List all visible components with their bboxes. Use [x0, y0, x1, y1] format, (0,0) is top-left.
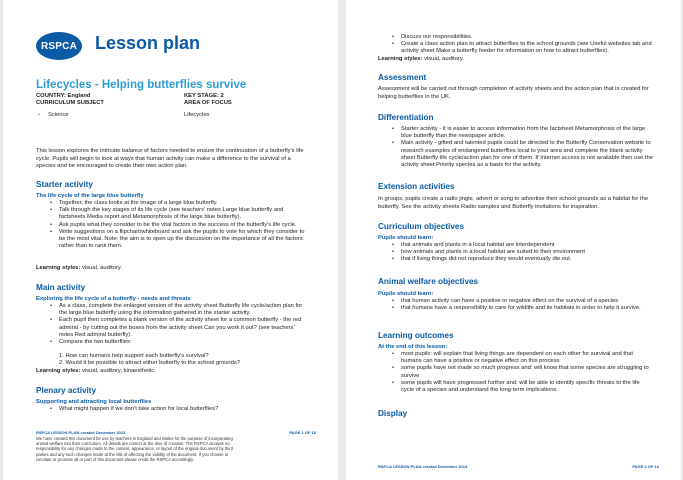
plenary-heading: Plenary activity	[36, 386, 97, 395]
list-item: • Ask pupils what they consider to be the vital factors in the success of the butterfly's life cycle.	[49, 222, 307, 229]
assessment-heading: Assessment	[378, 73, 427, 82]
curriculum-subheading: Pupils should learn:	[378, 235, 434, 241]
list-item: • Discuss our responsibilities.	[391, 34, 653, 41]
footer-page-number: PAGE 1 OF 16	[289, 430, 316, 435]
list-item: • some pupils will have progressed further and: will be able to identify specific threats to the life cycle of a species and understand the long-term implications.	[391, 380, 653, 394]
outcomes-heading: Learning outcomes	[378, 331, 454, 340]
list-item: • how animals and plants in a local habitat are suited to their environment	[391, 249, 653, 256]
area-of-focus-label: AREA OF FOCUS	[184, 100, 232, 106]
starter-learning-styles: Learning styles: visual, auditory.	[36, 265, 122, 271]
list-item: • Main activity - gifted and talented pupils could be directed to the Butterfly Conservation website to research examples of endangered butterflies local to your area and complete the blank activity sheet Butterfly life cycle/action plan for one of them. If Internet access is not available then use the activity sheet Priority species as a basis for the activity.	[391, 140, 653, 169]
welfare-subheading: Pupils should learn:	[378, 291, 434, 297]
starter-subheading: The life cycle of the large blue butterfly	[36, 193, 144, 199]
list-item: • that animals and plants in a local habitat are interdependent	[391, 242, 653, 249]
list-item: • Write suggestions on a flipchart/whiteboard and ask the pupils to vote for which they consider to be the most vital. Note: the aim is to open up the discussion on the importance of all the factors rather than to rank them.	[49, 229, 307, 251]
curriculum-subject-label: CURRICULUM SUBJECT	[36, 100, 104, 106]
list-item: • that human activity can have a positive or negative effect on the survival of a species	[391, 298, 653, 305]
list-item: • some pupils have not made so much progress and: will know that some species are struggling to survive	[391, 365, 653, 379]
plenary-learning-styles: Learning styles: visual, auditory.	[378, 56, 464, 62]
starter-heading: Starter activity	[36, 180, 93, 189]
list-item: • Talk through the key stages of its life cycle (see teachers' notes Large blue butterfly and factsheets Media report and Metamorphosis of the large blue butterfly).	[49, 207, 307, 221]
welfare-list	[391, 298, 653, 312]
outcomes-subheading: At the end of this lesson:	[378, 344, 448, 350]
logo-text: RSPCA	[40, 40, 77, 52]
list-item: • Together, the class looks at the image of a large blue butterfly.	[49, 200, 307, 207]
footer-left: RSPCA LESSON PLAN created December 2013	[36, 430, 126, 435]
disclaimer-footnote: We have created this document for use by teachers in England and Wales for the purpose of incorporating animal welfare into their curriculum. All details are correct at the time of creation. The RSPCA accepts no responsibility for any changes made to the content, appearance, or layout of the original document by third parties and any such changes made at the risk of affecting the validity of the document. If you choose to circulate or promote all or part of this document please credit the RSPCA accordingly.	[36, 436, 233, 462]
key-stage-label: KEY STAGE: 2	[184, 93, 224, 99]
main-numbered-list	[49, 353, 307, 367]
page-1	[3, 0, 338, 480]
list-item: • Each pupil then completes a blank version of the activity sheet for a common butterfly - the red admiral - by cutting out the boxes from the activity sheet Can you work it out? (see teachers' notes Red admiral butterfly).	[49, 317, 307, 339]
subject-value: • Science	[48, 112, 69, 120]
curriculum-list	[391, 242, 653, 264]
welfare-heading: Animal welfare objectives	[378, 277, 479, 286]
curriculum-heading: Curriculum objectives	[378, 222, 464, 231]
outcomes-list	[391, 351, 653, 394]
extension-heading: Extension activities	[378, 182, 455, 191]
main-heading: Main activity	[36, 283, 86, 292]
intro-paragraph: This lesson explores the intricate balance of factors needed to ensure the continuation of a butterfly's life cycle. Pupils will begin to look at ways that human activity can make a difference to the survival of a species and be encouraged to create their own action plan.	[36, 148, 304, 170]
starter-list	[49, 200, 307, 250]
rspca-logo	[36, 32, 82, 60]
differentiation-list	[391, 126, 653, 169]
main-learning-styles: Learning styles: visual, auditory, kinaesthetic.	[36, 368, 156, 374]
page-2	[346, 0, 681, 480]
plenary-subheading: Supporting and attracting local butterflies	[36, 399, 152, 405]
list-item: • Starter activity - it is easier to access information from the factsheet Metamorphosis of the large blue butterfly than the newspaper article.	[391, 126, 653, 140]
list-item: • What might happen if we don't take action for local butterflies?	[49, 406, 307, 413]
footer-left: RSPCA LESSON PLAN created December 2013	[378, 464, 468, 469]
focus-value: Lifecycles	[184, 112, 210, 118]
list-item: • that if living things did not reproduce they would eventually die out.	[391, 256, 653, 263]
differentiation-heading: Differentiation	[378, 113, 434, 122]
main-subheading: Exploring the life cycle of a butterfly - needs and threats	[36, 296, 191, 302]
list-item: 2. Would it be possible to attract either butterfly to the school grounds?	[59, 360, 240, 367]
list-item: • that humans have a responsibility to care for wildlife and its habitats in order to help it survive.	[391, 305, 653, 312]
main-list	[49, 303, 307, 346]
country-label: COUNTRY: England	[36, 93, 91, 99]
assessment-text: Assessment will be carried out through completion of activity sheets and the action plan that is created for helping butterflies in the UK.	[378, 86, 649, 100]
extension-text: In groups, pupils create a radio jingle, advert or song to advertise their school grounds as a habitat for the butterfly. See the activity sheets Radio samples and Butterfly invitations for inspiration.	[378, 196, 649, 210]
plenary-list	[49, 406, 307, 413]
list-item: • As a class, complete the enlarged version of the activity sheet Butterfly life cycle/action plan for the large blue butterfly using the information gathered in the starter activity.	[49, 303, 307, 317]
lesson-plan-title: Lesson plan	[95, 33, 201, 53]
list-item: • Compare the two butterflies:	[49, 339, 307, 346]
topic-title: Lifecycles - Helping butterflies survive	[36, 79, 247, 91]
list-item: • most pupils: will explain that living things are dependent on each other for survival and that humans can have a positive or negative effect on this process	[391, 351, 653, 365]
display-heading: Display	[378, 409, 408, 418]
footer-page-number: PAGE 2 OF 16	[632, 464, 659, 469]
plenary-continued-list	[391, 34, 653, 56]
list-item: • Create a class action plan to attract butterflies to the school grounds (see Useful websites tab and activity sheet Make a butterfly feeder for information on how to attract butterflies).	[391, 41, 653, 55]
list-item: 1. How can humans help support each butterfly's survival?	[59, 353, 209, 359]
